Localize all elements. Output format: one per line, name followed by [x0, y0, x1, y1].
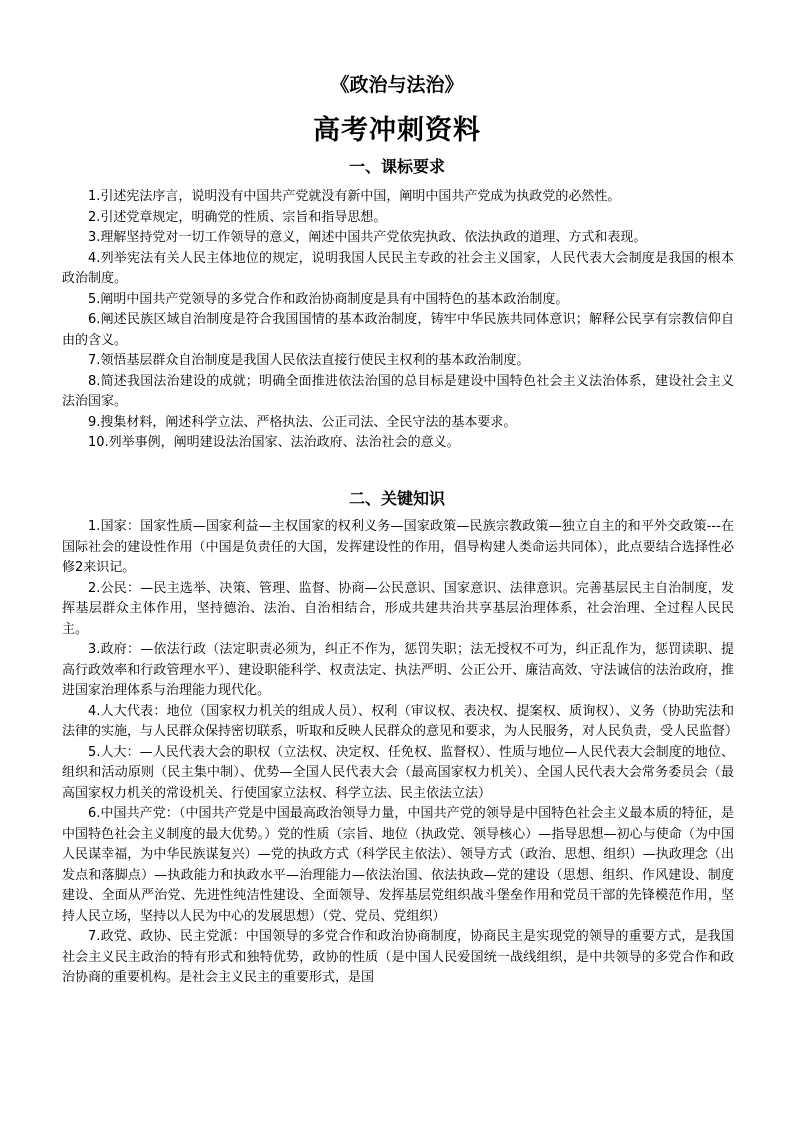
list-item: 1.国家：国家性质—国家利益—主权国家的权利义务—国家政策—民族宗教政策—独立自主的和平外交政策---在国际社会的建设性作用（中国是负责任的大国，发挥建设性的作用，倡导构建人类命运共同体），此点要结合选择性必修2来识记。	[62, 519, 734, 575]
list-item: 3.理解坚持党对一切工作领导的意义，阐述中国共产党依宪执政、依法执政的道理、方式和表现。	[88, 230, 647, 245]
list-item: 4.人大代表：地位（国家权力机关的组成人员）、权利（审议权、表决权、提案权、质询权）、义务（协助宪法和法律的实施，与人民群众保持密切联系，听取和反映人民群众的意见和要求，为人民服务，对人民负责，受人民监督）	[62, 703, 739, 739]
list-item: 6.中国共产党：（中国共产党是中国最高政治领导力量，中国共产党的领导是中国特色社会主义最本质的特征，是中国特色社会主义制度的最大优势。）党的性质（宗旨、地位（执政党、领导核心）—指导思想—初心与使命（为中国人民谋幸福，为中华民族谋复兴）—党的执政方式（科学民主依法）、领导方式（政治、思想、组织）—执政理念（出发点和落脚点）—执政能力和执政水平—治理能力—依法治国、依法执政—党的建设（思想、组织、作风建设、制度建设、全面从严治党、先进性纯洁性建设、全面领导、发挥基层党组织战斗堡垒作用和党员干部的先锋模范作用，坚持人民立场，坚持以人民为中心的发展思想）（党、党员、党组织）	[62, 806, 734, 924]
list-item: 7.领悟基层群众自治制度是我国人民依法直接行使民主权利的基本政治制度。	[88, 353, 530, 368]
list-item: 3.政府：—依法行政（法定职责必须为，纠正不作为，惩罚失职；法无授权不可为，纠正乱作为，惩罚读职、提高行政效率和行政管理水平）、建设职能科学、权责法定、执法严明、公正公开、廉洁高效、守法诚信的法治政府，推进国家治理体系与治理能力现代化。	[62, 642, 734, 698]
list-item: 5.人大：—人民代表大会的职权（立法权、决定权、任免权、监督权）、性质与地位—人民代表大会制度的地位、组织和活动原则（民主集中制）、优势—全国人民代表大会（最高国家权力机关）、全国人民代表大会常务委员会（最高国家权力机关的常设机关、行使国家立法权、科学立法、民主依法立法）	[62, 744, 734, 801]
list-item: 9.搜集材料，阐述科学立法、严格执法、公正司法、全民守法的基本要求。	[88, 414, 517, 430]
section-heading-key-knowledge: 二、关键知识	[348, 489, 445, 508]
list-item: 2.引述党章规定，明确党的性质、宗旨和指导思想。	[88, 209, 387, 225]
list-item: 6.阐述民族区域自治制度是符合我国国情的基本政治制度，铸牢中华民族共同体意识；解释公民享有宗教信仰自由的含义。	[62, 312, 734, 348]
list-item: 2.公民：—民主选举、决策、管理、监督、协商—公民意识、国家意识、法律意识。完善基层民主自治制度，发挥基层群众主体作用，坚持德治、法治、自治相结合，形成共建共治共享基层治理体系，社会治理、全过程人民民主。	[62, 580, 734, 637]
key-knowledge-list	[62, 517, 739, 989]
list-item: 7.政党、政协、民主党派：中国领导的多党合作和政治协商制度，协商民主是实现党的领导的重要方式，是我国社会主义民主政治的特有形式和独特优势，政协的性质（是中国人民爱国统一战线组织，是中共领导的多党合作和政治协商的重要机构。是社会主义民主的重要形式，是国	[62, 929, 734, 985]
document-title: 《政治与法治》	[330, 74, 464, 96]
curriculum-requirements-list	[62, 187, 734, 454]
section-heading-curriculum: 一、课标要求	[348, 157, 445, 176]
document-subtitle: 高考冲刺资料	[313, 115, 481, 146]
list-item: 10.列举事例，阐明建设法治国家、法治政府、法治社会的意义。	[88, 435, 460, 450]
list-item: 5.阐明中国共产党领导的多党合作和政治协商制度是具有中国特色的基本政治制度。	[88, 291, 569, 307]
list-item: 8.简述我国法治建设的成就；明确全面推进依法治国的总目标是建设中国特色社会主义法治体系，建设社会主义法治国家。	[62, 373, 734, 409]
list-item: 4.列举宪法有关人民主体地位的规定，说明我国人民民主专政的社会主义国家，人民代表大会制度是我国的根本政治制度。	[62, 250, 734, 286]
list-item: 1.引述宪法序言，说明没有中国共产党就没有新中国，阐明中国共产党成为执政党的必然性。	[88, 189, 621, 204]
